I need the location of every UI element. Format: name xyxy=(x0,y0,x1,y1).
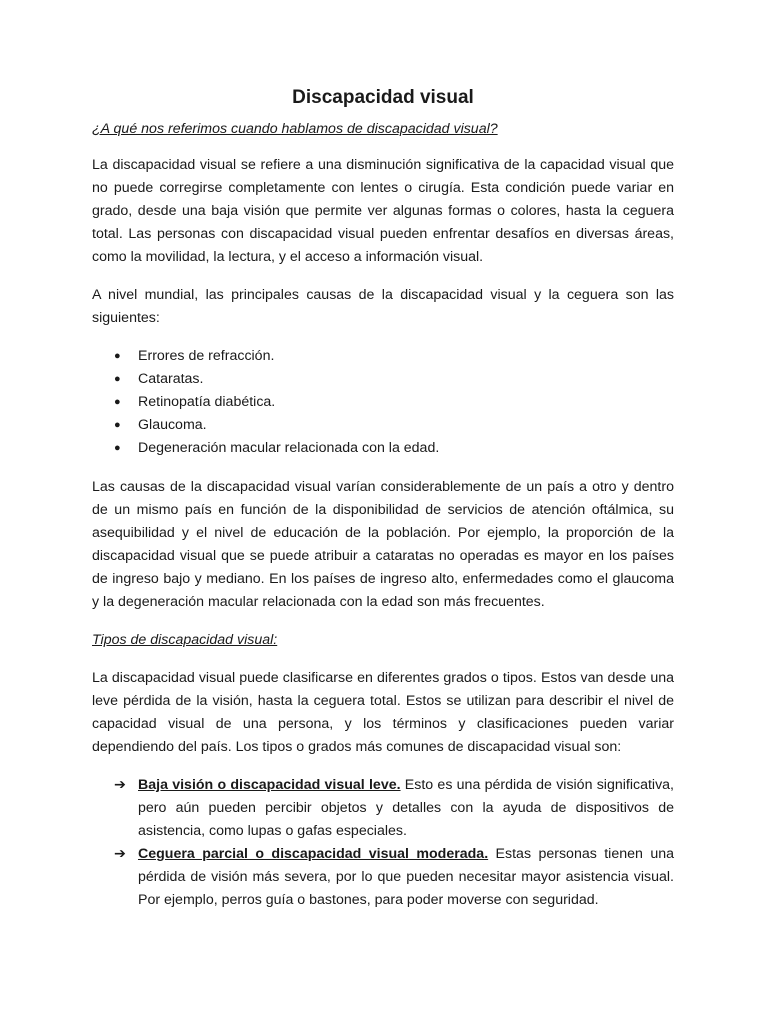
type-term: Baja visión o discapacidad visual leve. xyxy=(138,777,401,793)
arrow-right-icon: ➔ xyxy=(114,846,126,862)
causes-list xyxy=(92,345,674,460)
list-item xyxy=(92,843,674,912)
paragraph-types-intro: La discapacidad visual puede clasificarse en diferentes grados o tipos. Estos van desde una leve pérdida de la visión, hasta la ceguera total. Estos se utilizan para describir el nivel de capacidad visual de una persona, y los términos y clasificaciones pueden variar dependiendo del país. Los tipos o grados más comunes de discapacidad visual son: xyxy=(92,670,674,755)
list-item-text: Degeneración macular relacionada con la edad. xyxy=(138,440,440,456)
list-item-text: Glaucoma. xyxy=(138,417,207,433)
bullet-icon: ● xyxy=(114,396,121,408)
bullet-icon: ● xyxy=(114,350,121,362)
list-item-text: Errores de refracción. xyxy=(138,348,275,364)
section-title-types: Tipos de discapacidad visual: xyxy=(92,632,278,648)
paragraph-definition: La discapacidad visual se refiere a una disminución significativa de la capacidad visual que no puede corregirse completamente con lentes o cirugía. Esta condición puede variar en grado, desde una baja visión que permite ver algunas formas o colores, hasta la ceguera total. Las personas con discapacidad visual pueden enfrentar desafíos en diversas áreas, como la movilidad, la lectura, y el acceso a información visual. xyxy=(92,157,674,265)
list-item xyxy=(92,414,674,437)
document-title: Discapacidad visual xyxy=(292,87,474,108)
type-description: Esto es una pérdida de visión significativa, pero aún pueden percibir objetos y detalles con la ayuda de dispositivos de asistencia, como lupas o gafas especiales. xyxy=(138,777,674,839)
paragraph-causes-variation: Las causas de la discapacidad visual varían considerablemente de un país a otro y dentro de un mismo país en función de la disponibilidad de servicios de atención oftálmica, su asequibilidad y el nivel de educación de la población. Por ejemplo, la proporción de la discapacidad visual que se puede atribuir a cataratas no operadas es mayor en los países de ingreso bajo y mediano. En los países de ingreso alto, enfermedades como el glaucoma y la degeneración macular relacionada con la edad son más frecuentes. xyxy=(92,479,674,610)
type-description: Estas personas tienen una pérdida de visión más severa, por lo que pueden necesitar mayor asistencia visual. Por ejemplo, perros guía o bastones, para poder moverse con seguridad. xyxy=(138,846,674,908)
list-item xyxy=(92,368,674,391)
paragraph-causes-intro: A nivel mundial, las principales causas de la discapacidad visual y la ceguera son las siguientes: xyxy=(92,287,674,326)
bullet-icon: ● xyxy=(114,442,121,454)
list-item xyxy=(92,774,674,843)
bullet-icon: ● xyxy=(114,419,121,431)
types-list xyxy=(92,774,674,912)
list-item-text: Cataratas. xyxy=(138,371,204,387)
list-item-text: Retinopatía diabética. xyxy=(138,394,276,410)
arrow-right-icon: ➔ xyxy=(114,777,126,793)
document-page xyxy=(92,84,674,912)
document-subtitle: ¿A qué nos referimos cuando hablamos de discapacidad visual? xyxy=(92,121,498,137)
bullet-icon: ● xyxy=(114,373,121,385)
list-item xyxy=(92,345,674,368)
type-term: Ceguera parcial o discapacidad visual moderada. xyxy=(138,846,489,862)
list-item xyxy=(92,391,674,414)
list-item xyxy=(92,437,674,460)
